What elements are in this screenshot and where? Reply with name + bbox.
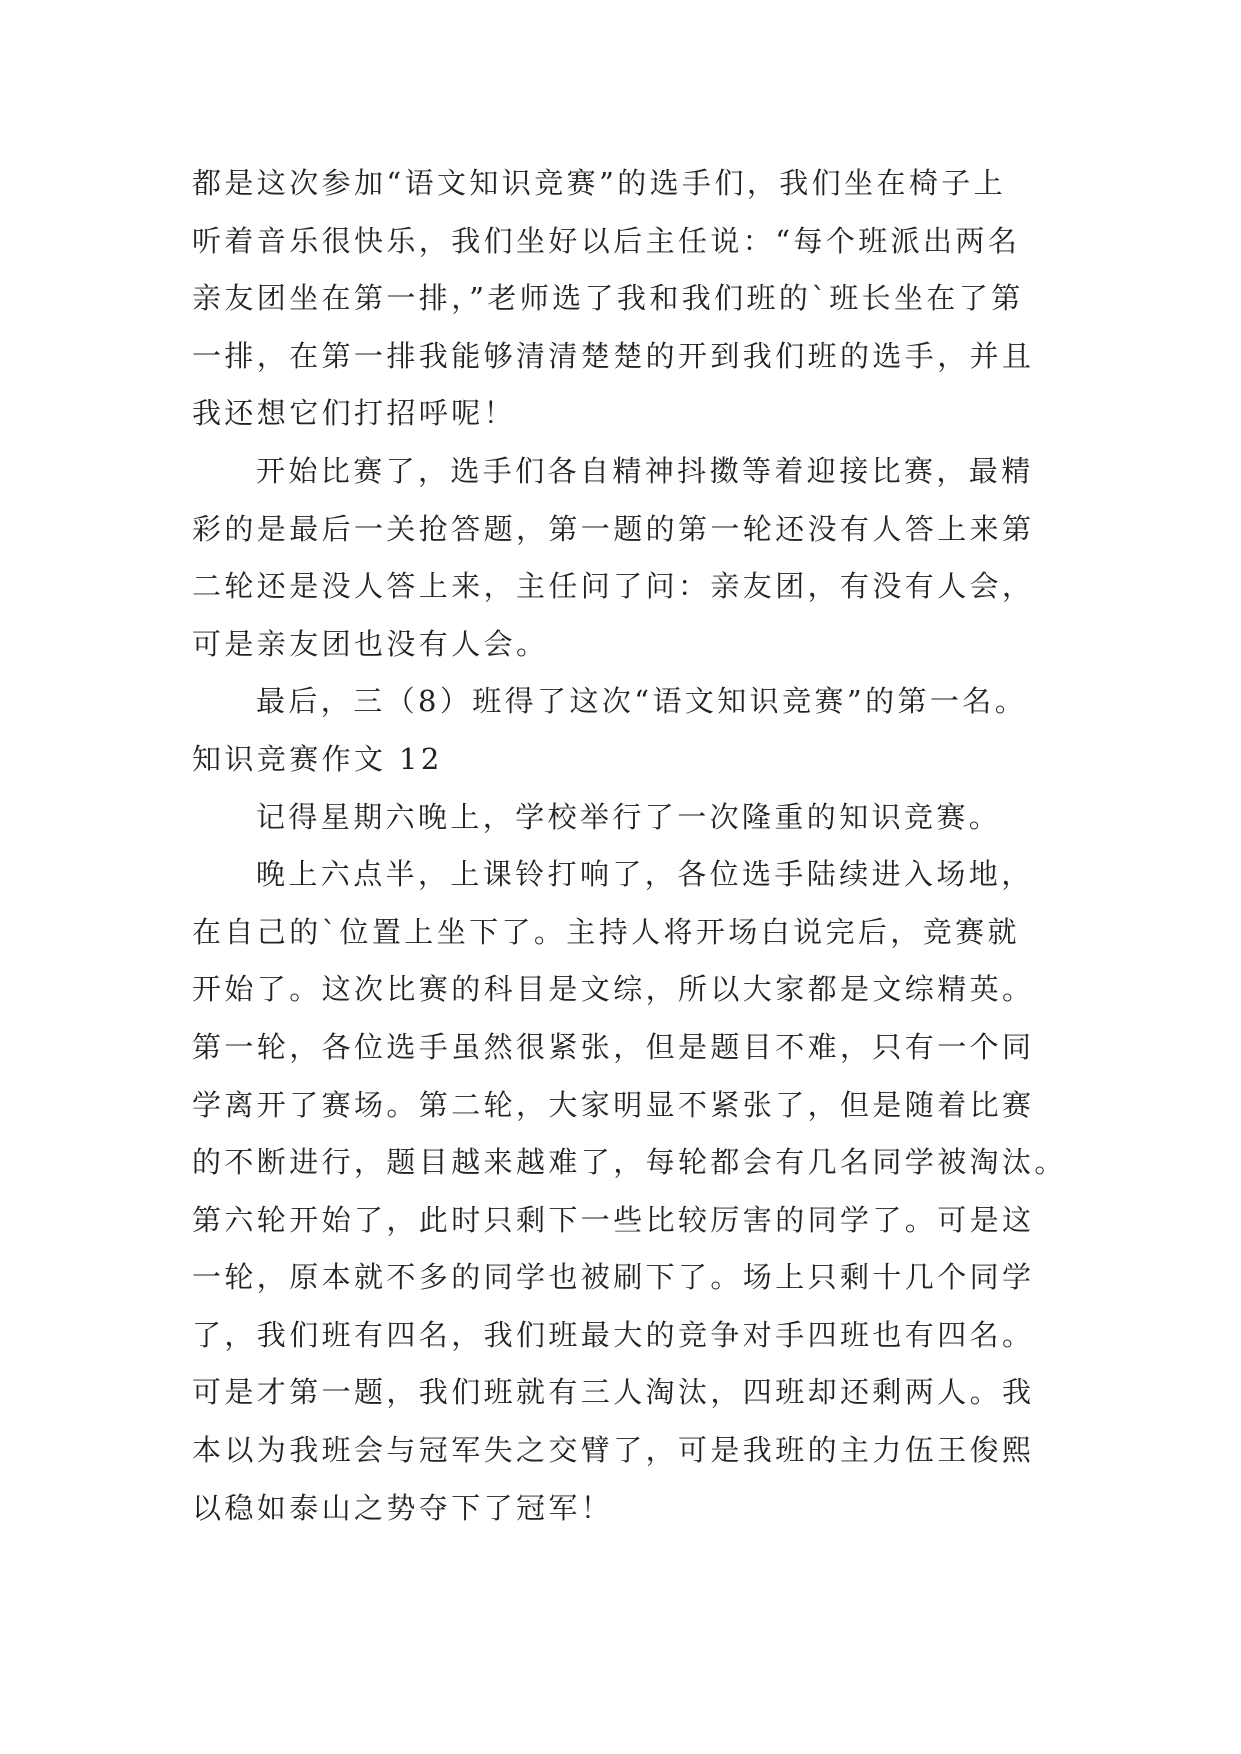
text-line: 开始了。这次比赛的科目是文综，所以大家都是文综精英。 [192,972,1035,1007]
text-line: 我还想它们打招呼呢！ [192,396,517,431]
document-body [192,155,1072,1537]
text-line: 的不断进行，题目越来越难了，每轮都会有几名同学被淘汰。 [192,1145,1067,1180]
text-line: 二轮还是没人答上来，主任问了问：亲友团，有没有人会， [192,569,1035,604]
text-line: 第一轮，各位选手虽然很紧张，但是题目不难，只有一个同 [192,1029,1035,1064]
text-line: 彩的是最后一关抢答题，第一题的第一轮还没有人答上来第 [192,511,1035,546]
text-line: 开始比赛了，选手们各自精神抖擞等着迎接比赛，最精 [256,453,1034,488]
text-line: 学离开了赛场。第二轮，大家明显不紧张了，但是随着比赛 [192,1087,1035,1122]
text-line: 最后，三（8）班得了这次“语文知识竞赛”的第一名。 [256,684,1028,719]
text-line: 都是这次参加“语文知识竞赛”的选手们，我们坐在椅子上 [192,166,1007,200]
text-line: 一排，在第一排我能够清清楚楚的开到我们班的选手，并且 [192,338,1035,373]
text-line: 一轮，原本就不多的同学也被刷下了。场上只剩十几个同学 [192,1260,1035,1295]
text-line: 以稳如泰山之势夺下了冠军！ [192,1490,614,1525]
text-line: 可是亲友团也没有人会。 [192,626,549,661]
text-line: 了，我们班有四名，我们班最大的竞争对手四班也有四名。 [192,1317,1035,1352]
text-line: 记得星期六晚上，学校举行了一次隆重的知识竞赛。 [256,799,1002,834]
text-line: 在自己的`位置上坐下了。主持人将开场白说完后，竞赛就 [192,914,1020,949]
text-line: 第六轮开始了，此时只剩下一些比较厉害的同学了。可是这 [192,1202,1035,1237]
text-line: 听着音乐很快乐，我们坐好以后主任说：“每个班派出两名 [192,223,1021,258]
text-line: 本以为我班会与冠军失之交臂了，可是我班的主力伍王俊熙 [192,1433,1035,1468]
text-line: 可是才第一题，我们班就有三人淘汰，四班却还剩两人。我 [192,1375,1035,1410]
text-line: 知识竞赛作文 12 [192,741,443,776]
text-line: 亲友团坐在第一排，”老师选了我和我们班的`班长坐在了第 [192,281,1024,316]
text-line: 晚上六点半，上课铃打响了，各位选手陆续进入场地， [256,857,1034,892]
